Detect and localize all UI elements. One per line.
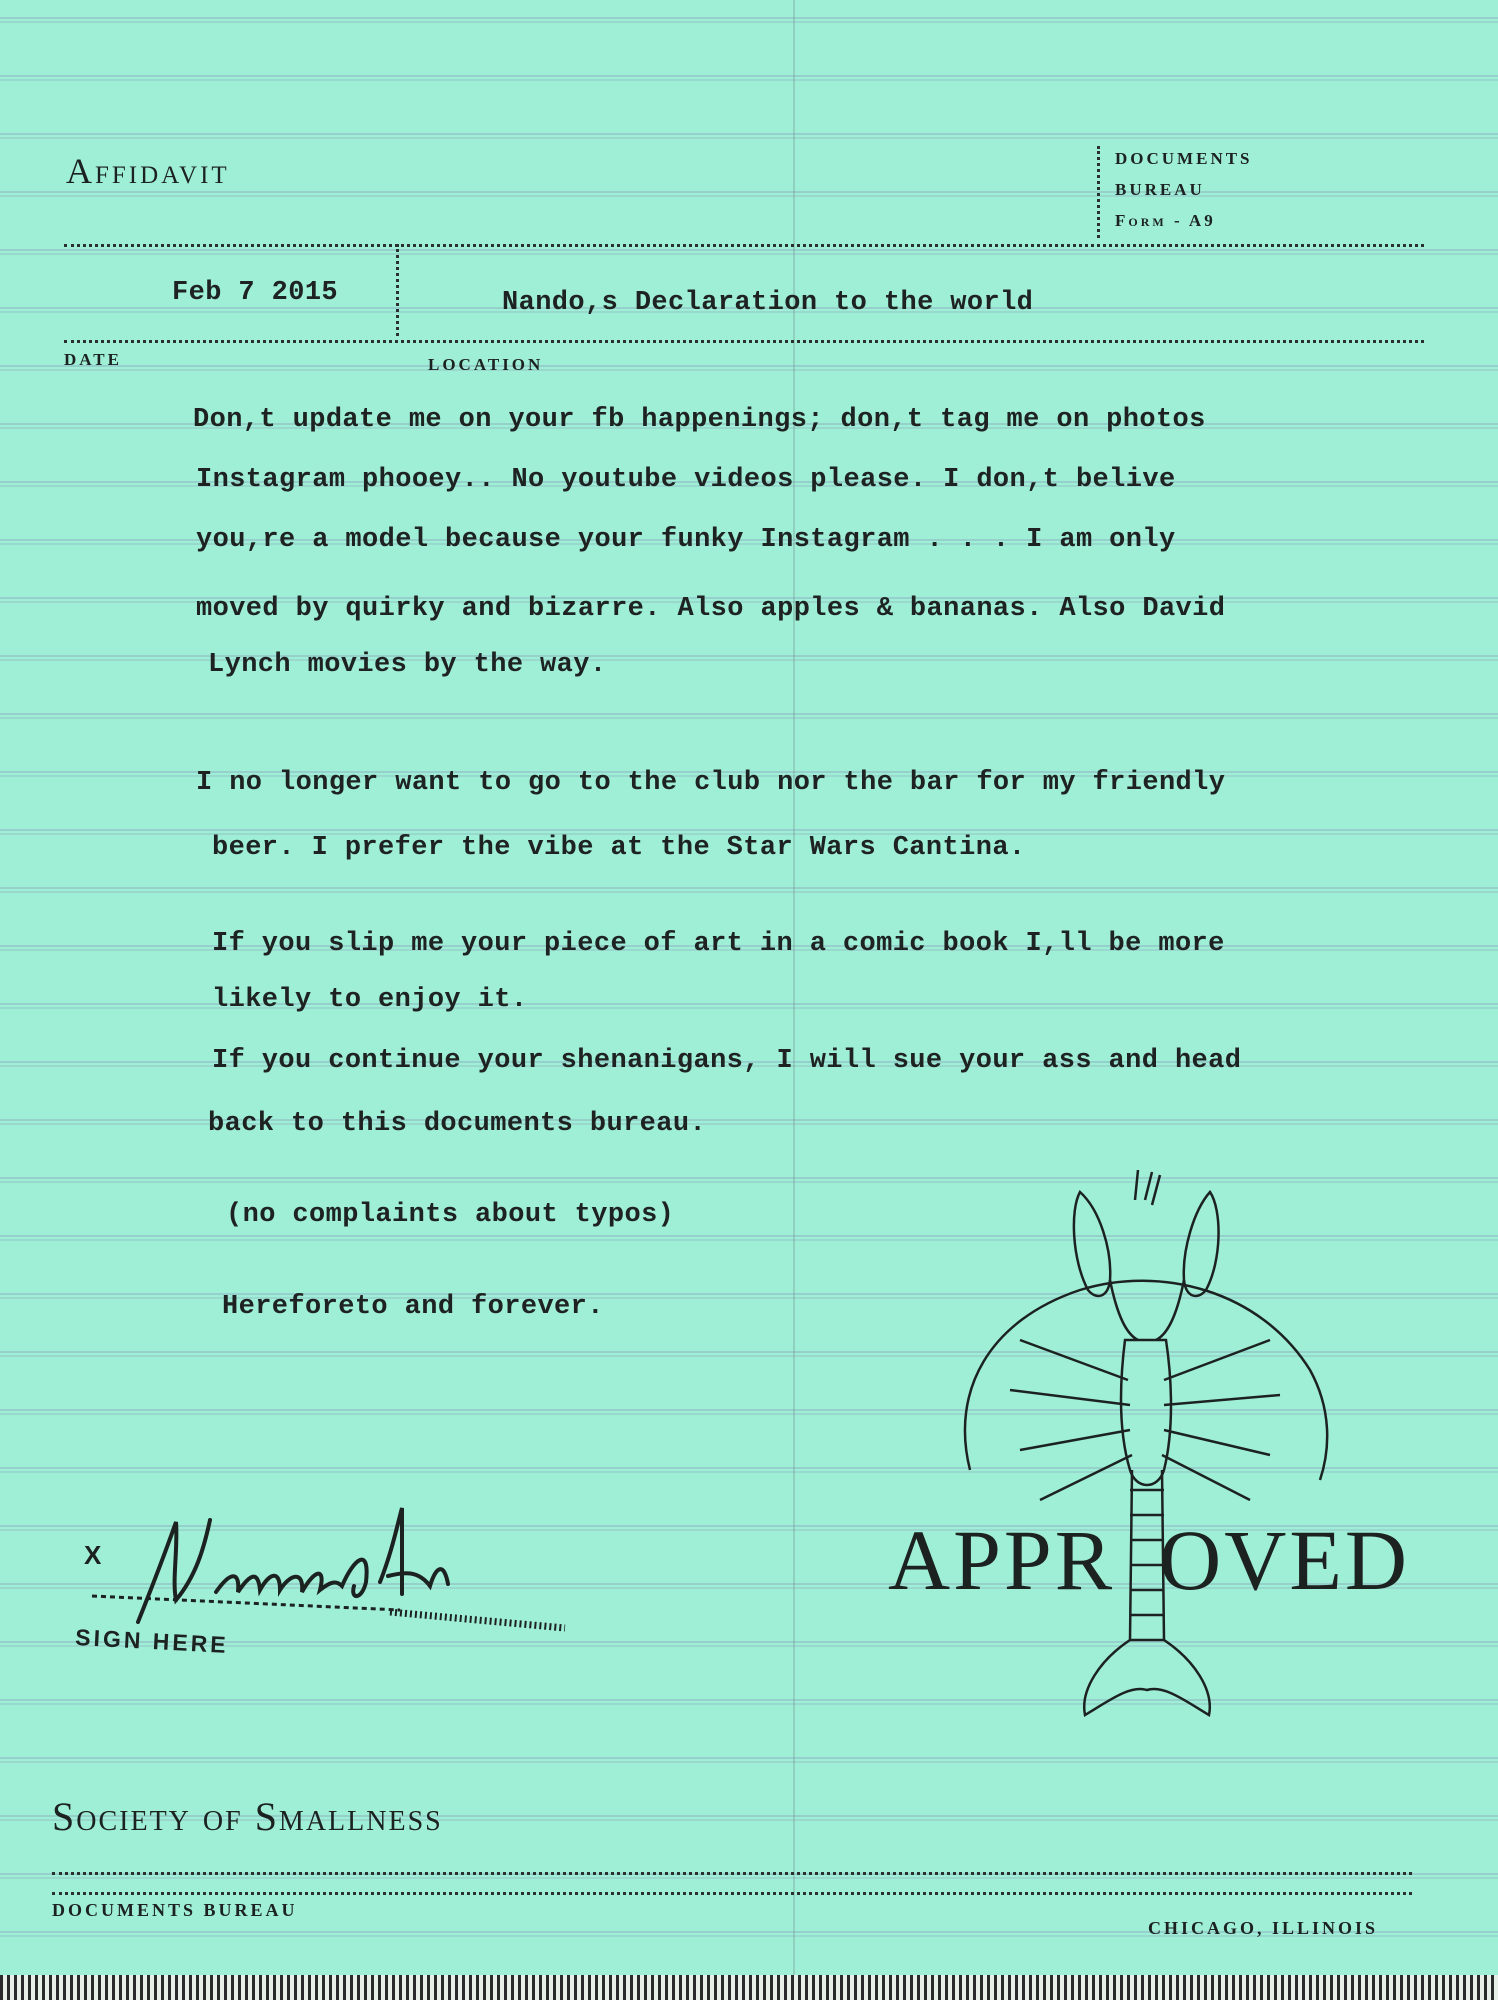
lobster-legs bbox=[1010, 1340, 1280, 1500]
lobster-tail-fan bbox=[1084, 1640, 1210, 1715]
lobster-claw-arms bbox=[1110, 1280, 1184, 1340]
body-line: Instagram phooey.. No youtube videos please. I don,t belive bbox=[196, 465, 1176, 495]
sign-here-label: SIGN HERE bbox=[74, 1624, 230, 1658]
body-line: If you continue your shenanigans, I will sue your ass and head bbox=[212, 1046, 1242, 1076]
signature-line bbox=[92, 1596, 400, 1610]
date-label: DATE bbox=[64, 350, 122, 369]
body-line: beer. I prefer the vibe at the Star Wars Cantina. bbox=[212, 833, 1026, 863]
signature-line-texture bbox=[390, 1612, 565, 1628]
approved-text-left: APPR bbox=[888, 1512, 1116, 1608]
lobster-left-claw bbox=[1074, 1192, 1110, 1296]
lobster-right-claw bbox=[1184, 1192, 1219, 1296]
society-title: Society of Smallness bbox=[52, 1794, 443, 1839]
body-line: If you slip me your piece of art in a comic book I,ll be more bbox=[212, 929, 1225, 959]
bureau-line-1: DOCUMENTS bbox=[1115, 149, 1253, 168]
lobster-antennae bbox=[1135, 1170, 1160, 1205]
lobster-carapace bbox=[1121, 1340, 1171, 1485]
footer-location: CHICAGO, ILLINOIS bbox=[1148, 1918, 1379, 1938]
body-line: (no complaints about typos) bbox=[226, 1200, 675, 1230]
header-divider-vertical bbox=[1097, 146, 1100, 238]
body-line: moved by quirky and bizarre. Also apples & bananas. Also David bbox=[196, 594, 1226, 624]
body-line: Lynch movies by the way. bbox=[208, 650, 607, 680]
header-divider bbox=[64, 244, 1424, 247]
body-line: you,re a model because your funky Instagram . . . I am only bbox=[196, 525, 1176, 555]
body-line: back to this documents bureau. bbox=[208, 1109, 707, 1139]
signature-x-mark: X bbox=[84, 1540, 102, 1570]
bureau-box bbox=[1115, 143, 1253, 236]
date-row-divider bbox=[64, 340, 1424, 343]
body-line: Hereforeto and forever. bbox=[222, 1292, 604, 1322]
body-line: I no longer want to go to the club nor the bar for my friendly bbox=[196, 768, 1226, 798]
footer-divider-bottom bbox=[52, 1892, 1412, 1895]
location-label: LOCATION bbox=[428, 355, 544, 374]
bureau-line-2: BUREAU bbox=[1115, 180, 1205, 199]
scan-edge-strip bbox=[0, 1975, 1498, 2000]
form-title: Affidavit bbox=[66, 151, 230, 191]
location-value: Nando,s Declaration to the world bbox=[502, 288, 1034, 318]
lobster-illustration bbox=[960, 1170, 1340, 1730]
body-line: Don,t update me on your fb happenings; don,t tag me on photos bbox=[193, 405, 1206, 435]
lobster-antenna-arc bbox=[965, 1281, 1327, 1480]
footer-divider-top bbox=[52, 1872, 1412, 1875]
footer-documents-bureau: DOCUMENTS BUREAU bbox=[52, 1900, 298, 1920]
form-number: Form - A9 bbox=[1115, 211, 1216, 230]
approved-text-right: OVED bbox=[1159, 1512, 1410, 1608]
date-location-divider bbox=[396, 244, 399, 336]
date-value: Feb 7 2015 bbox=[172, 278, 339, 308]
approved-stamp bbox=[888, 1510, 1410, 1610]
body-line: likely to enjoy it. bbox=[212, 985, 528, 1015]
